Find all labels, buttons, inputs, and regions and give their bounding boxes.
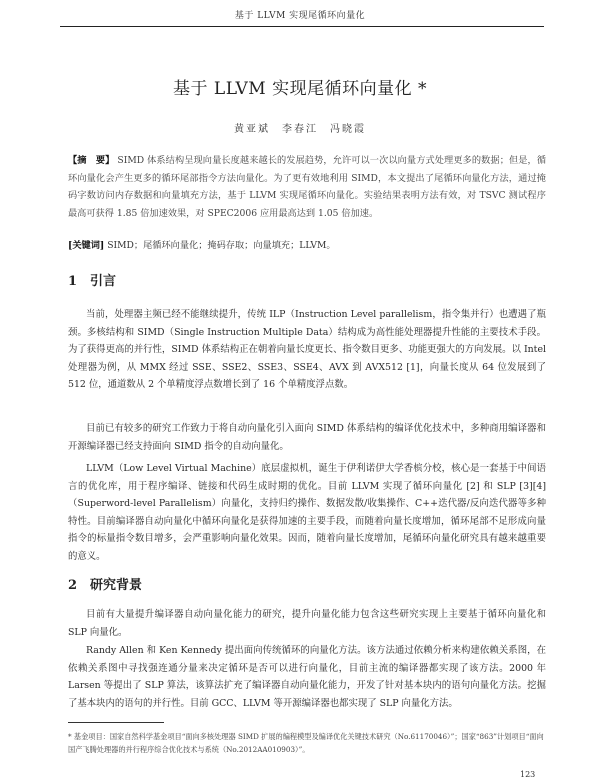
paragraph: 当前，处理器主频已经不能继续提升，传统 ILP（Instruction Level parallelism，指令集并行）也遭遇了瓶颈。多核结构和 SIMD（Single Instruction Multiple Data）结构成为高性能处理器提升性能的主要技术手段。为了获得更高的并行性，SIMD 体系结构正在朝着向量长度更长、指令数目更多、功能更强大的方向发展。以 Intel 处理器为例，从 MMX 经过 SSE、SSE2、SSE3、SSE4、AVX 到 AVX512 [1]，向量长度从 64 位发展到了 512 位，通道数从 2 个单精度浮点数增长到了 16 个单精度浮点数。 [68, 309, 546, 391]
section-title: 研究背景 [90, 578, 143, 593]
keywords-text: SIMD；尾循环向量化；掩码存取；向量填充；LLVM。 [107, 240, 336, 251]
paper-title: 基于 LLVM 实现尾循环向量化 * [173, 79, 427, 99]
section-heading-introduction [68, 270, 116, 289]
paragraph: 目前有大量提升编译器自动向量化能力的研究，提升向量化能力包含这些研究实现上主要基于循环向量化和 SLP 向量化。 [68, 609, 546, 638]
footnote: * 基金项目：国家自然科学基金项目“面向多核处理器 SIMD 扩展的编程模型及编译优化关键技术研究（No.61170046）”；国家“863”计划项目“面向国产飞腾处理器的并行程序综合优化技术与系统（No.2012AA010903）”。 [68, 732, 544, 754]
footnote-rule [68, 722, 164, 723]
keywords-label: [关键词] [68, 240, 105, 251]
running-header: 基于 LLVM 实现尾循环向量化 [234, 11, 366, 21]
section-number: 1 [68, 274, 78, 289]
abstract-text: SIMD 体系结构呈现向量长度越来越长的发展趋势，允许可以一次以向量方式处理更多的数据；但是，循环向量化会产生更多的循环尾部指令方法向量化。为了更有效地利用 SIMD，本文提出了尾循环向量化方法，通过掩码字数访问内存数据和向量填充方法，基于 LLVM 实现尾循环向量化。实验结果表明方法有效，对 TSVC 测试程序最高可获得 1.85 倍加速效果，对 SPEC2006 应用最高达到 1.05 倍加速。 [68, 155, 547, 219]
keywords [68, 238, 546, 254]
abstract-label: 【摘 要】 [68, 155, 115, 166]
paragraph: 目前已有较多的研究工作致力于将自动向量化引入面向 SIMD 体系结构的编译优化技术中，多种商用编译器和开源编译器已经支持面向 SIMD 指令的自动向量化。 [68, 423, 546, 452]
page-number: 123 [520, 770, 536, 779]
header-rule [60, 26, 544, 27]
authors: 黄亚斌 李春江 冯晓霞 [234, 124, 366, 135]
section-title: 引言 [90, 274, 117, 289]
paragraph: LLVM（Low Level Virtual Machine）底层虚拟机，诞生于伊利诺伊大学香槟分校，核心是一套基于中间语言的优化库，用于程序编译、链接和代码生成时期的优化。目前 LLVM 实现了循环向量化 [2] 和 SLP [3][4]（Superword-level Parallelism）向量化，支持归约操作、数据发散/收集操作、C++迭代器/反向迭代器等多种特性。目前编译器自动向量化中循环向量化是获得加速的主要手段，而随着向量长度增加，循环尾部不足形成向量指令的标量指令数目增多，会严重影响向量化效果。因而，随着向量长度增加，尾循环向量化研究具有越来越重要的意义。 [68, 463, 546, 562]
abstract [68, 152, 546, 222]
section-number: 2 [68, 578, 78, 593]
section-heading-background [68, 574, 142, 593]
paragraph: Randy Allen 和 Ken Kennedy 提出面向传统循环的向量化方法。该方法通过依赖分析来构建依赖关系图，在依赖关系图中寻找强连通分量来决定循环是否可以进行向量化，目前主流的编译器都实现了该方法。2000 年 Larsen 等提出了 SLP 算法，该算法扩充了编译器自动向量化能力，开发了针对基本块内的语句向量化方法。挖掘了基本块内的语句的并行性。目前 GCC、LLVM 等开源编译器也都实现了 SLP 向量化方法。 [68, 645, 546, 709]
